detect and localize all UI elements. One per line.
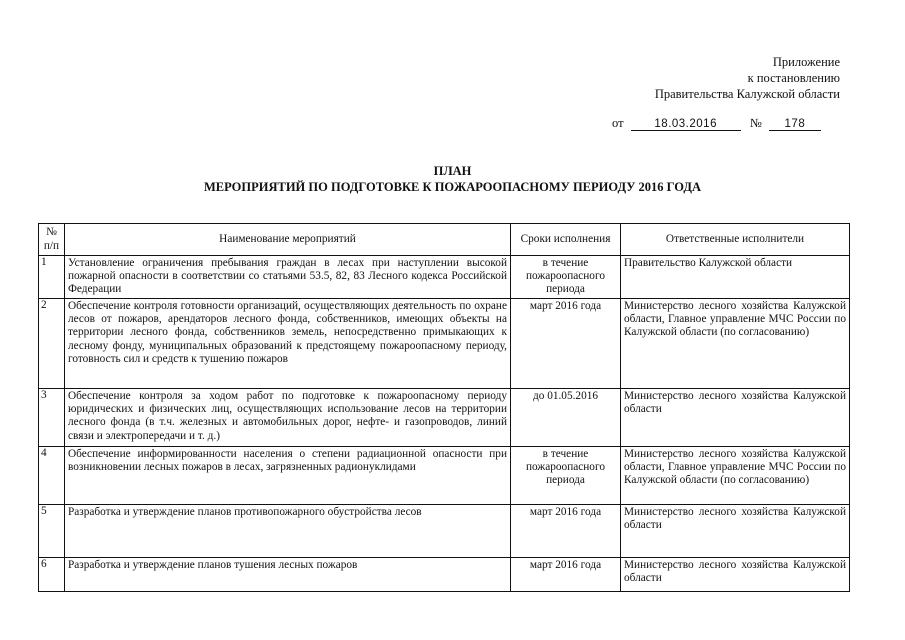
row-measure: Обеспечение контроля готовности организаций, осуществляющих деятельность по охране лесов от пожаров, арендаторов лесного фонда, собственников, имеющих объекты на территории лесного фонда, собственников земель, непосредственно примыкающих к лесному фонду, муниципальных образований к предстоящему пожароопасному периоду, готовность сил и средств к тушению пожаров xyxy=(65,299,511,389)
table-row xyxy=(39,558,850,592)
table-row xyxy=(39,256,850,299)
appendix-line3: Правительства Калужской области xyxy=(654,87,840,101)
header-responsible: Ответственные исполнители xyxy=(621,224,850,256)
header-term: Сроки исполнения xyxy=(511,224,621,256)
order-reference xyxy=(612,116,821,131)
order-number-label: № xyxy=(749,116,762,130)
row-responsible: Правительство Калужской области xyxy=(621,256,850,299)
row-responsible: Министерство лесного хозяйства Калужской области, Главное управление МЧС России по Калужской области (по согласованию) xyxy=(621,299,850,389)
row-responsible: Министерство лесного хозяйства Калужской области, Главное управление МЧС России по Калужской области (по согласованию) xyxy=(621,447,850,505)
row-number: 5 xyxy=(39,505,65,558)
header-name: Наименование мероприятий xyxy=(65,224,511,256)
table-header-row xyxy=(39,224,850,256)
row-term: в течение пожароопасного периода xyxy=(511,447,621,505)
row-number: 4 xyxy=(39,447,65,505)
appendix-block xyxy=(655,54,840,102)
table-row xyxy=(39,505,850,558)
table-row xyxy=(39,447,850,505)
plan-subtitle: МЕРОПРИЯТИЙ ПО ПОДГОТОВКЕ К ПОЖАРООПАСНОМУ ПЕРИОДУ 2016 ГОДА xyxy=(203,180,702,194)
order-from-label: от xyxy=(612,116,624,130)
appendix-title: Приложение xyxy=(772,55,840,69)
row-number: 6 xyxy=(39,558,65,592)
row-number: 3 xyxy=(39,389,65,447)
row-term: март 2016 года xyxy=(511,299,621,389)
row-responsible: Министерство лесного хозяйства Калужской области xyxy=(621,389,850,447)
row-number: 1 xyxy=(39,256,65,299)
order-number: 178 xyxy=(769,118,821,131)
document-heading xyxy=(0,163,905,195)
row-number: 2 xyxy=(39,299,65,389)
row-measure: Установление ограничения пребывания граждан в лесах при наступлении высокой пожарной опасности в соответствии со статьями 53.5, 82, 83 Лесного кодекса Российской Федерации xyxy=(65,256,511,299)
measures-table xyxy=(38,223,850,592)
row-measure: Обеспечение контроля за ходом работ по подготовке к пожароопасному периоду юридических и физических лиц, осуществляющих использование лесов на территории лесного фонда (в т.ч. железных и автомобильных дорог, нефте- и газопроводов, линий связи и электропередачи и т. д.) xyxy=(65,389,511,447)
row-measure: Разработка и утверждение планов противопожарного обустройства лесов xyxy=(65,505,511,558)
header-num: № п/п xyxy=(39,224,65,256)
row-term: март 2016 года xyxy=(511,505,621,558)
row-responsible: Министерство лесного хозяйства Калужской области xyxy=(621,505,850,558)
row-term: март 2016 года xyxy=(511,558,621,592)
table-row xyxy=(39,389,850,447)
order-date: 18.03.2016 xyxy=(631,118,741,131)
table-row xyxy=(39,299,850,389)
row-responsible: Министерство лесного хозяйства Калужской области xyxy=(621,558,850,592)
row-measure: Обеспечение информированности населения о степени радиационной опасности при возникновении лесных пожаров в лесах, загрязненных радионуклидами xyxy=(65,447,511,505)
row-term: до 01.05.2016 xyxy=(511,389,621,447)
row-term: в течение пожароопасного периода xyxy=(511,256,621,299)
plan-title: ПЛАН xyxy=(433,164,472,178)
row-measure: Разработка и утверждение планов тушения лесных пожаров xyxy=(65,558,511,592)
appendix-line2: к постановлению xyxy=(747,71,840,85)
